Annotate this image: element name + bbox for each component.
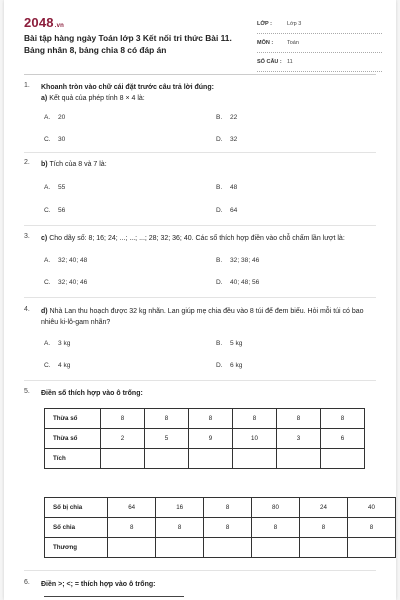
option-value: 64 (230, 207, 238, 214)
option-letter: A. (44, 114, 51, 121)
question-instruction: Khoanh tròn vào chữ cái đặt trước câu trả lời đúng: (41, 84, 214, 91)
site-logo[interactable] (24, 15, 64, 30)
meta-row-count (257, 53, 382, 72)
question-divider (24, 152, 376, 153)
option-b[interactable] (216, 184, 237, 191)
table-cell: 16 (156, 498, 204, 518)
option-letter: D. (216, 136, 223, 143)
question-number: 6. (24, 579, 30, 586)
division-table (44, 497, 396, 558)
table-row (45, 498, 396, 518)
worksheet-page (4, 0, 396, 600)
question-content: Kết quả của phép tính 8 × 4 là: (49, 95, 145, 102)
question-divider (24, 297, 376, 298)
table-cell: 8 (101, 409, 145, 429)
question-text (41, 159, 382, 170)
row-label: Số chia (45, 518, 108, 538)
table-cell: 8 (233, 409, 277, 429)
table-cell: 8 (347, 518, 395, 538)
row-label: Thừa số (45, 429, 101, 449)
option-letter: D. (216, 362, 223, 369)
option-a[interactable] (44, 257, 87, 264)
option-letter: D. (216, 279, 223, 286)
meta-key: LỚP : (257, 21, 272, 27)
option-value: 20 (58, 114, 66, 121)
meta-key: MÔN : (257, 40, 274, 46)
table-cell: 10 (233, 429, 277, 449)
table-cell: 40 (347, 498, 395, 518)
row-label: Số bị chia (45, 498, 108, 518)
meta-row-subject (257, 34, 382, 53)
question-divider (24, 225, 376, 226)
question-number: 4. (24, 306, 30, 313)
answer-cell[interactable] (101, 449, 145, 469)
table-cell: 8 (299, 518, 347, 538)
answer-cell[interactable] (299, 538, 347, 558)
question-number: 3. (24, 233, 30, 240)
question-text (41, 93, 382, 104)
table-row (45, 429, 365, 449)
option-letter: C. (44, 207, 51, 214)
meta-key: SỐ CÂU : (257, 59, 282, 65)
option-letter: A. (44, 184, 51, 191)
table-cell: 24 (299, 498, 347, 518)
option-value: 4 kg (58, 362, 71, 369)
question-part: d) (41, 308, 48, 315)
answer-cell[interactable] (189, 449, 233, 469)
question-5 (24, 388, 382, 399)
question-instruction: Điền số thích hợp vào ô trống: (41, 390, 143, 397)
table-cell: 8 (189, 409, 233, 429)
option-value: 55 (58, 184, 66, 191)
question-1 (24, 82, 382, 104)
option-letter: A. (44, 257, 51, 264)
option-value: 22 (230, 114, 238, 121)
table-cell: 8 (277, 409, 321, 429)
table-row (45, 409, 365, 429)
option-c[interactable] (44, 279, 87, 286)
meta-value: Lớp 3 (287, 21, 302, 27)
option-c[interactable] (44, 362, 70, 369)
option-value: 32; 40; 46 (58, 279, 88, 286)
table-cell: 8 (204, 518, 252, 538)
option-letter: D. (216, 207, 223, 214)
option-value: 40; 48; 56 (230, 279, 260, 286)
option-c[interactable] (44, 207, 65, 214)
answer-cell[interactable] (204, 538, 252, 558)
table-cell: 8 (156, 518, 204, 538)
table-cell: 3 (277, 429, 321, 449)
option-d[interactable] (216, 362, 242, 369)
multiplication-table (44, 408, 365, 469)
question-content: Cho dãy số: 8; 16; 24; ...; ...; ...; 28; 32; 36; 40. Các số thích hợp điền vào chỗ chấm lần lượt là: (49, 235, 345, 242)
option-letter: B. (216, 114, 223, 121)
question-6 (24, 579, 382, 590)
answer-cell[interactable] (252, 538, 300, 558)
table-cell: 8 (204, 498, 252, 518)
option-letter: C. (44, 362, 51, 369)
table-row (45, 449, 365, 469)
question-4 (24, 306, 382, 328)
table-cell: 2 (101, 429, 145, 449)
option-value: 56 (58, 207, 66, 214)
option-letter: B. (216, 257, 223, 264)
meta-value: 11 (287, 59, 293, 65)
question-part: b) (41, 161, 48, 168)
question-3 (24, 233, 382, 244)
table-cell: 80 (252, 498, 300, 518)
option-value: 30 (58, 136, 66, 143)
option-d[interactable] (216, 207, 237, 214)
option-value: 3 kg (58, 340, 71, 347)
meta-row-class (257, 15, 382, 34)
table-row (45, 518, 396, 538)
table-cell: 8 (252, 518, 300, 538)
answer-cell[interactable] (347, 538, 395, 558)
option-value: 32; 38; 46 (230, 257, 260, 264)
option-value: 48 (230, 184, 238, 191)
option-b[interactable] (216, 340, 242, 347)
answer-cell[interactable] (277, 449, 321, 469)
option-value: 5 kg (230, 340, 243, 347)
table-cell: 9 (189, 429, 233, 449)
option-a[interactable] (44, 114, 65, 121)
header-divider (24, 74, 376, 75)
question-divider (24, 570, 376, 571)
answer-cell[interactable] (321, 449, 365, 469)
question-instruction: Điền >; <; = thích hợp vào ô trống: (41, 581, 156, 588)
question-text (41, 306, 382, 328)
table-row (45, 538, 396, 558)
option-letter: C. (44, 136, 51, 143)
question-number: 5. (24, 388, 30, 395)
meta-info (257, 15, 382, 72)
question-part: a) (41, 95, 48, 102)
option-b[interactable] (216, 257, 259, 264)
option-letter: A. (44, 340, 51, 347)
option-b[interactable] (216, 114, 237, 121)
table-cell: 6 (321, 429, 365, 449)
row-label: Thương (45, 538, 108, 558)
answer-cell[interactable] (233, 449, 277, 469)
question-text (41, 233, 382, 244)
table-cell: 64 (108, 498, 156, 518)
question-number: 1. (24, 82, 30, 89)
option-value: 6 kg (230, 362, 243, 369)
logo-suffix: .vn (54, 23, 65, 29)
comparison-table-edge (44, 596, 184, 600)
question-2 (24, 159, 382, 170)
table-cell: 8 (108, 518, 156, 538)
meta-value: Toán (287, 40, 299, 46)
question-content: Nhà Lan thu hoạch được 32 kg nhãn. Lan giúp mẹ chia đều vào 8 túi để đem biếu. Hỏi mỗi túi có bao nhiêu ki-lô-gam nhãn? (41, 308, 364, 326)
logo-text: 2048 (24, 15, 54, 30)
option-d[interactable] (216, 136, 237, 143)
option-letter: C. (44, 279, 51, 286)
document-title: Bài tập hàng ngày Toán lớp 3 Kết nối tri thức Bài 11. Bảng nhân 8, bảng chia 8 có đáp án (24, 33, 232, 55)
table-cell: 8 (321, 409, 365, 429)
question-part: c) (41, 235, 48, 242)
option-d[interactable] (216, 279, 259, 286)
question-divider (24, 380, 376, 381)
option-value: 32 (230, 136, 238, 143)
answer-cell[interactable] (145, 449, 189, 469)
option-letter: B. (216, 184, 223, 191)
answer-cell[interactable] (156, 538, 204, 558)
option-c[interactable] (44, 136, 65, 143)
question-content: Tích của 8 và 7 là: (49, 161, 107, 168)
option-a[interactable] (44, 184, 65, 191)
table-cell: 8 (145, 409, 189, 429)
row-label: Thừa số (45, 409, 101, 429)
worksheet-header (4, 0, 396, 70)
question-number: 2. (24, 159, 30, 166)
option-value: 32; 40; 48 (58, 257, 88, 264)
table-cell: 5 (145, 429, 189, 449)
answer-cell[interactable] (108, 538, 156, 558)
row-label: Tích (45, 449, 101, 469)
option-a[interactable] (44, 340, 70, 347)
option-letter: B. (216, 340, 223, 347)
